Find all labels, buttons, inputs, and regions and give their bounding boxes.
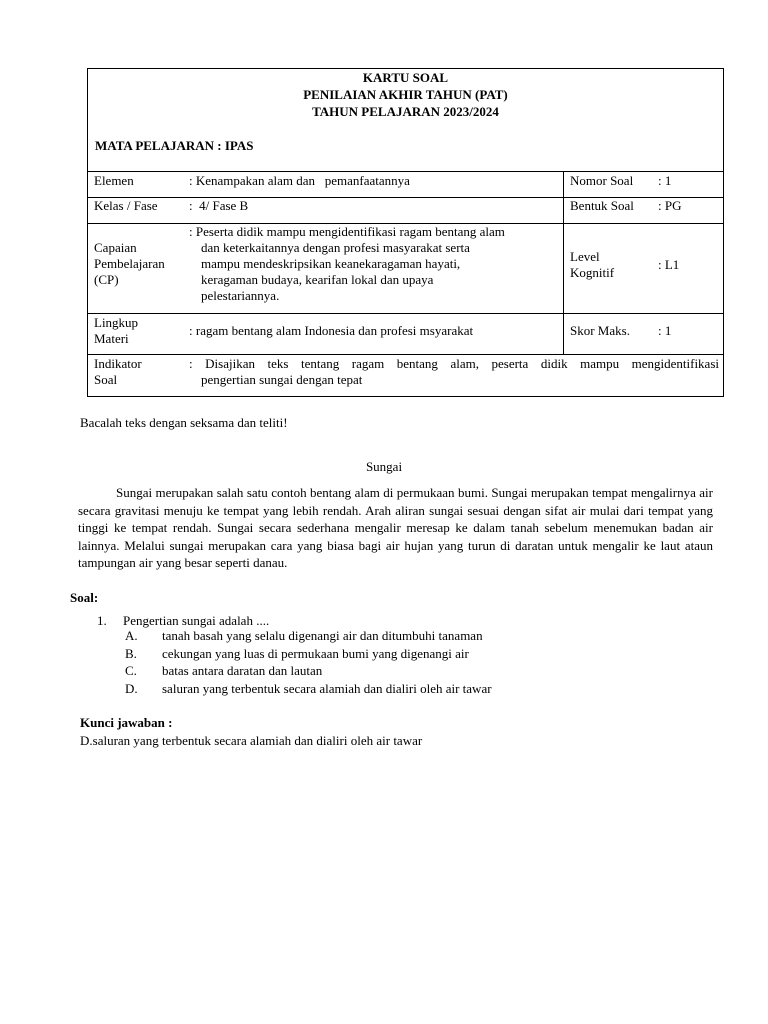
card-title: KARTU SOAL	[362, 70, 449, 85]
indikator-label-line: Indikator	[94, 356, 142, 371]
column-divider	[563, 314, 564, 354]
card-exam-name: PENILAIAN AKHIR TAHUN (PAT)	[303, 87, 508, 102]
nomor-soal-label: Nomor Soal	[570, 173, 634, 188]
bentuk-soal-label: Bentuk Soal	[570, 198, 634, 213]
reading-paragraph: Sungai merupakan salah satu contoh bentang alam di permukaan bumi. Sungai merupakan tempat mengalirnya air secara gravitasi menuju ke tempat yang lebih rendah. Arah aliran sungai sesuai dengan sifat air mulai dari tempat yang tinggi ke tempat rendah. Sungai secara sederhana mengalir meresap ke dalam tanah sebelum menemukan badan air lainnya. Melalui sungai merupakan cara yang biasa bagi air hujan yang turun di daratan untuk mengalir ke laut ataun tampungan air yang besar seperti danau.	[78, 485, 713, 570]
question-card	[87, 68, 724, 397]
option-text-d: saluran yang terbentuk secara alamiah dan dialiri oleh air tawar	[162, 681, 492, 696]
column-divider	[563, 171, 564, 197]
level-kognitif-label: Kognitif	[570, 265, 615, 280]
cp-label-line: (CP)	[94, 272, 119, 287]
option-text-a: tanah basah yang selalu digenangi air dan ditumbuhi tanaman	[162, 628, 483, 643]
card-school-year: TAHUN PELAJARAN 2023/2024	[312, 104, 499, 119]
option-text-b: cekungan yang luas di permukaan bumi yang digenangi air	[162, 646, 469, 661]
option-letter-b: B.	[125, 646, 137, 661]
indikator-value-line: : Disajikan teks tentang ragam bentang alam, peserta didik mampu mengidentifikasi	[189, 356, 719, 371]
reading-instruction: Bacalah teks dengan seksama dan teliti!	[80, 415, 288, 430]
column-divider	[563, 198, 564, 223]
cp-value-line: : Peserta didik mampu mengidentifikasi ragam bentang alam	[189, 224, 505, 239]
level-kognitif-label: Level	[570, 249, 600, 264]
row-elemen	[88, 171, 723, 198]
question-text: Pengertian sungai adalah ....	[123, 613, 270, 628]
reading-title: Sungai	[365, 459, 403, 474]
questions-heading: Soal:	[70, 590, 99, 605]
row-kelas	[88, 198, 723, 224]
kelas-value: : 4/ Fase B	[189, 198, 249, 213]
indikator-label-line: Soal	[94, 372, 118, 387]
lingkup-label-line: Lingkup	[94, 315, 139, 330]
cp-value-line: mampu mendeskripsikan keanekaragaman hayati,	[201, 256, 461, 271]
question-number: 1.	[97, 613, 107, 628]
lingkup-label-line: Materi	[94, 331, 129, 346]
row-capaian-pembelajaran	[88, 224, 723, 314]
elemen-label: Elemen	[94, 173, 134, 188]
cp-label-line: Pembelajaran	[94, 256, 165, 271]
row-lingkup-materi	[88, 314, 723, 355]
column-divider	[563, 224, 564, 313]
option-letter-d: D.	[125, 681, 138, 696]
option-text-c: batas antara daratan dan lautan	[162, 663, 323, 678]
indikator-value-line: pengertian sungai dengan tepat	[201, 372, 363, 387]
cp-value-line: keragaman budaya, kearifan lokal dan upaya	[201, 272, 434, 287]
cp-label-line: Capaian	[94, 240, 137, 255]
card-subject: MATA PELAJARAN : IPAS	[95, 138, 254, 153]
answer-key-text: D.saluran yang terbentuk secara alamiah dan dialiri oleh air tawar	[80, 733, 423, 748]
level-kognitif-value: : L1	[658, 257, 680, 272]
nomor-soal-value: : 1	[658, 173, 672, 188]
row-indikator-soal	[88, 355, 723, 397]
skor-maks-value: : 1	[658, 323, 672, 338]
option-letter-c: C.	[125, 663, 137, 678]
cp-value-line: dan keterkaitannya dengan profesi masyarakat serta	[201, 240, 470, 255]
cp-value-line: pelestariannya.	[201, 288, 280, 303]
kelas-label: Kelas / Fase	[94, 198, 158, 213]
bentuk-soal-value: : PG	[658, 198, 682, 213]
option-letter-a: A.	[125, 628, 138, 643]
elemen-value: : Kenampakan alam dan pemanfaatannya	[189, 173, 410, 188]
lingkup-value: : ragam bentang alam Indonesia dan profesi msyarakat	[189, 323, 474, 338]
skor-maks-label: Skor Maks.	[570, 323, 630, 338]
answer-key-heading: Kunci jawaban :	[80, 715, 173, 730]
card-header	[88, 69, 723, 172]
